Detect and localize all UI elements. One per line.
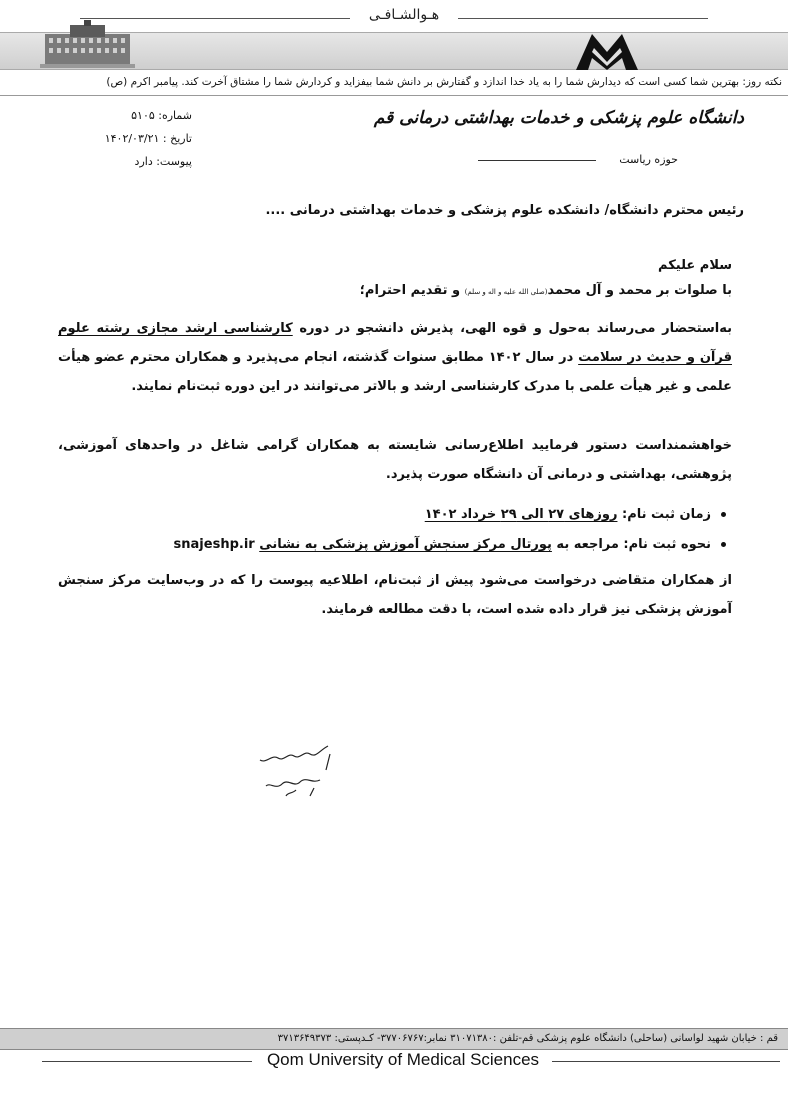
paragraph-instructions: از همکاران متقاضی درخواست می‌شود پیش از ثبت‌نام، اطلاعیه پیوست را که در وب‌سایت مرکز سنجش آموزش پزشکی نیز قرار داده شده است، با دقت مطالعه فرمایند. [58,573,732,617]
letter-date: تاریخ : ۱۴۰۲/۰۳/۲۱ [104,132,192,145]
building-icon [40,20,135,70]
letter-attachment: پیوست: دارد [134,155,192,168]
divider [458,18,708,19]
department-line [478,151,678,171]
footer-university-name: Qom University of Medical Sciences [266,1050,540,1069]
bullet-label: زمان ثبت نام: [617,507,711,522]
bullet-icon [721,512,726,517]
portal-site-link[interactable]: snajeshp.ir [173,537,255,552]
letter-meta [72,104,192,173]
divider [42,1061,252,1062]
signature-icon [240,740,340,800]
footer-address: قم : خیابان شهید لواسانی (ساحلی) دانشگاه علوم پزشکی قم-تلفن :۳۱۰۷۱۳۸۰ نمابر:۳۷۷۰۶۷۶۷- کـدپستی: ۳۷۱۳۶۴۹۳۷۳ [277,1033,778,1044]
salawat-line [360,283,732,298]
addressee: رئیس محترم دانشگاه/ دانشکده علوم پزشکی و خدمات بهداشتی درمانی .... [265,203,744,218]
divider [552,1061,780,1062]
footer-english-bar [0,1050,788,1072]
paragraph-announcement [58,314,732,401]
top-title: هـوالشـافـی [368,7,440,23]
greeting: سلام علیکم [658,258,732,273]
list-item-registration-method [174,537,726,552]
portal-name: پورتال مرکز سنجش آموزش پزشکی به نشانی [259,537,552,552]
university-name: دانشگاه علوم پزشکی و خدمات بهداشتی درمانی قم [373,108,744,128]
daily-quote: نکته روز: بهترین شما کسی است که دیدارش شما را به یاد خدا اندازد و گفتارش بر دانش شما بیفزاید و کردارش شما را مشتاق آخرت کند. پیامبر اکرم (ص) [106,76,782,88]
paragraph-text: به‌استحضار می‌رساند به‌حول و قوه الهی، پذیرش دانشجو در دوره [292,321,732,336]
paragraph-text: در سال ۱۴۰۲ مطابق سنوات گذشته، انجام می‌پذیرد و همکاران محترم عضو هیأت علمی و غیر هیأت علمی با مدرک کارشناسی ارشد و بالاتر می‌توانند در این دوره ثبت‌نام نمایند. [58,350,732,394]
divider [80,18,350,19]
university-logo-icon [574,30,640,72]
divider [478,160,596,161]
program-name: کارشناسی ارشد مجازی رشته علوم قرآن و حدیث در سلامت [58,321,732,365]
salawat-main: با صلوات بر محمد و آل محمد [547,283,732,298]
daily-quote-bar [0,72,788,96]
bullet-icon [721,542,726,547]
letter-number: شماره: ۵۱۰۵ [131,109,192,122]
department: حوزه ریاست [619,153,678,166]
footer-address-bar [0,1028,788,1050]
salawat-end: و تقدیم احترام؛ [359,283,465,298]
paragraph-request: خواهشمنداست دستور فرمایید اطلاع‌رسانی شایسته به همکاران گرامی شاغل در واحدهای آموزشی، پژوهشی، بهداشتی و درمانی آن دانشگاه صورت پذیرد. [58,438,732,482]
registration-dates: روزهای ۲۷ الی ۲۹ خرداد ۱۴۰۲ [424,507,618,522]
bullet-label: نحوه ثبت نام: مراجعه به [551,537,711,552]
salawat-small: (صلی الله علیه و اله و سلم) [464,288,548,296]
list-item-registration-time [425,507,726,522]
